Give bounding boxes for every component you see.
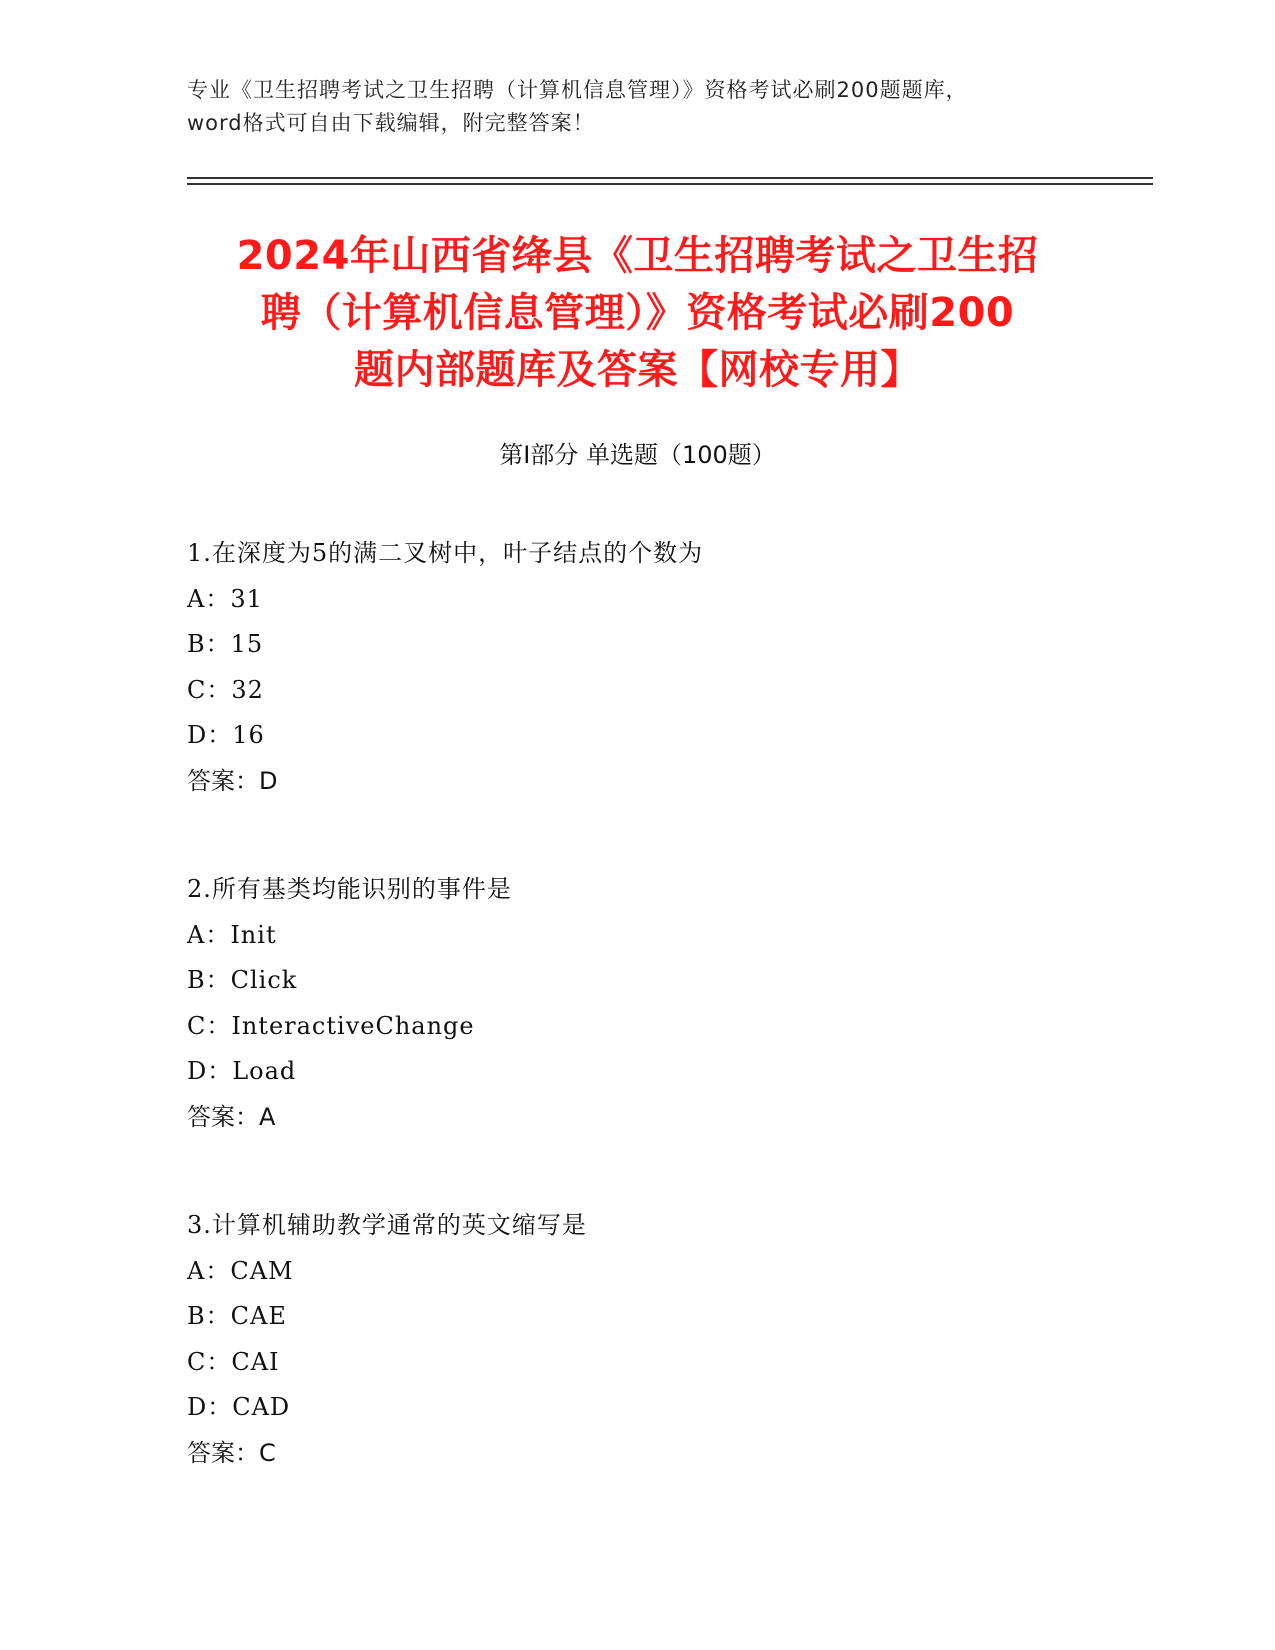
question-stem: 1.在深度为5的满二叉树中，叶子结点的个数为: [187, 539, 704, 567]
option-c: C：InteractiveChange: [187, 1011, 475, 1040]
header-divider-bottom: [187, 183, 1153, 185]
question-stem: 2.所有基类均能识别的事件是: [187, 875, 512, 903]
answer-line: 答案：D: [187, 766, 278, 795]
question-list: [187, 531, 1147, 1539]
option-b: B：15: [187, 630, 264, 658]
question-stem: 3.计算机辅助教学通常的英文缩写是: [187, 1211, 587, 1239]
header-divider-top: [187, 177, 1153, 179]
answer-line: 答案：A: [187, 1102, 276, 1131]
option-b: B：Click: [187, 966, 298, 994]
header-note: [187, 74, 1087, 140]
document-title-line-1: 2024年山西省绛县《卫生招聘考试之卫生招: [236, 233, 1039, 279]
question-2: [187, 867, 1147, 1140]
option-c: C：CAI: [187, 1347, 280, 1376]
header-note-line-2: word格式可自由下载编辑，附完整答案！: [187, 111, 595, 135]
option-b: B：CAE: [187, 1302, 287, 1330]
option-a: A：CAM: [187, 1256, 294, 1285]
option-d: D：CAD: [187, 1393, 291, 1421]
question-3: [187, 1203, 1147, 1476]
section-title: 第I部分 单选题（100题）: [499, 441, 776, 469]
option-a: A：Init: [187, 920, 277, 949]
option-d: D：16: [187, 721, 265, 749]
document-title-line-2: 聘（计算机信息管理）》资格考试必刷200: [260, 290, 1015, 336]
option-c: C：32: [187, 675, 264, 704]
option-a: A：31: [187, 584, 263, 613]
header-note-line-1: 专业《卫生招聘考试之卫生招聘（计算机信息管理）》资格考试必刷200题题库，: [187, 78, 968, 102]
question-1: [187, 531, 1147, 804]
option-d: D：Load: [187, 1057, 297, 1085]
document-title: [130, 228, 1145, 399]
document-title-line-3: 题内部题库及答案【网校专用】: [354, 347, 921, 393]
answer-line: 答案：C: [187, 1438, 276, 1467]
